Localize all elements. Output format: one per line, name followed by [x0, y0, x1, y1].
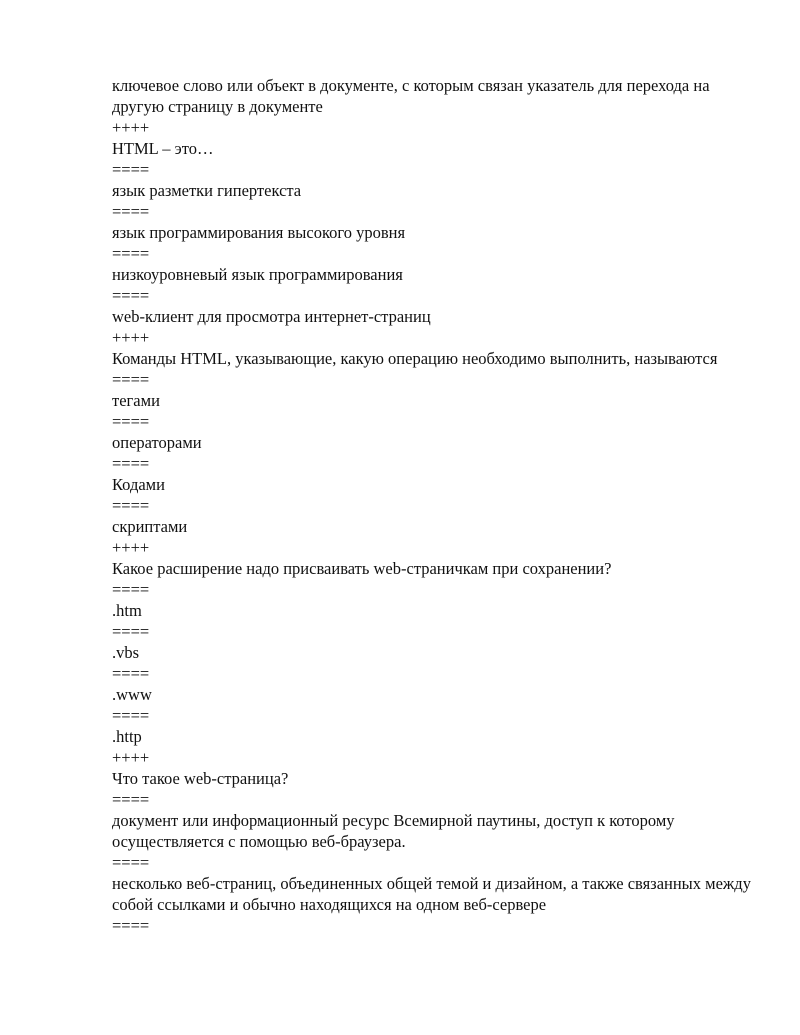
answer-separator: ==== [112, 853, 150, 872]
answer-text: .http [112, 727, 142, 746]
answer-separator: ==== [112, 412, 150, 431]
question-text: Команды HTML, указывающие, какую операцию необходимо выполнить, называются [112, 349, 718, 368]
answer-separator: ==== [112, 244, 150, 263]
document-page [112, 75, 756, 936]
answer-text: тегами [112, 391, 160, 410]
answer-separator: ==== [112, 622, 150, 641]
answer-separator: ==== [112, 916, 150, 935]
answer-text: Кодами [112, 475, 165, 494]
question-text: Какое расширение надо присваивать web-страничкам при сохранении? [112, 559, 612, 578]
answer-text: низкоуровневый язык программирования [112, 265, 403, 284]
question-separator: ++++ [112, 118, 150, 137]
answer-text: язык программирования высокого уровня [112, 223, 406, 242]
answer-separator: ==== [112, 580, 150, 599]
answer-separator: ==== [112, 202, 150, 221]
answer-text: операторами [112, 433, 202, 452]
question-separator: ++++ [112, 748, 150, 767]
answer-separator: ==== [112, 160, 150, 179]
answer-text: .vbs [112, 643, 140, 662]
question-text: Что такое web-страница? [112, 769, 289, 788]
answer-text: документ или информационный ресурс Всемирной паутины, доступ к которому осуществляется с помощью веб-браузера. [112, 811, 679, 851]
question-separator: ++++ [112, 538, 150, 557]
answer-text: .htm [112, 601, 142, 620]
answer-text: web-клиент для просмотра интернет-страниц [112, 307, 431, 326]
answer-text: язык разметки гипертекста [112, 181, 302, 200]
answer-text: скриптами [112, 517, 188, 536]
answer-text: ключевое слово или объект в документе, с которым связан указатель для перехода на другую страницу в документе [112, 76, 714, 116]
question-separator: ++++ [112, 328, 150, 347]
answer-separator: ==== [112, 706, 150, 725]
question-text: HTML – это… [112, 139, 214, 158]
answer-text: .www [112, 685, 152, 704]
answer-separator: ==== [112, 664, 150, 683]
answer-separator: ==== [112, 370, 150, 389]
answer-text: несколько веб-страниц, объединенных общей темой и дизайном, а также связанных между собой ссылками и обычно находящихся на одном веб-сервере [112, 874, 756, 914]
answer-separator: ==== [112, 454, 150, 473]
answer-separator: ==== [112, 496, 150, 515]
answer-separator: ==== [112, 286, 150, 305]
answer-separator: ==== [112, 790, 150, 809]
